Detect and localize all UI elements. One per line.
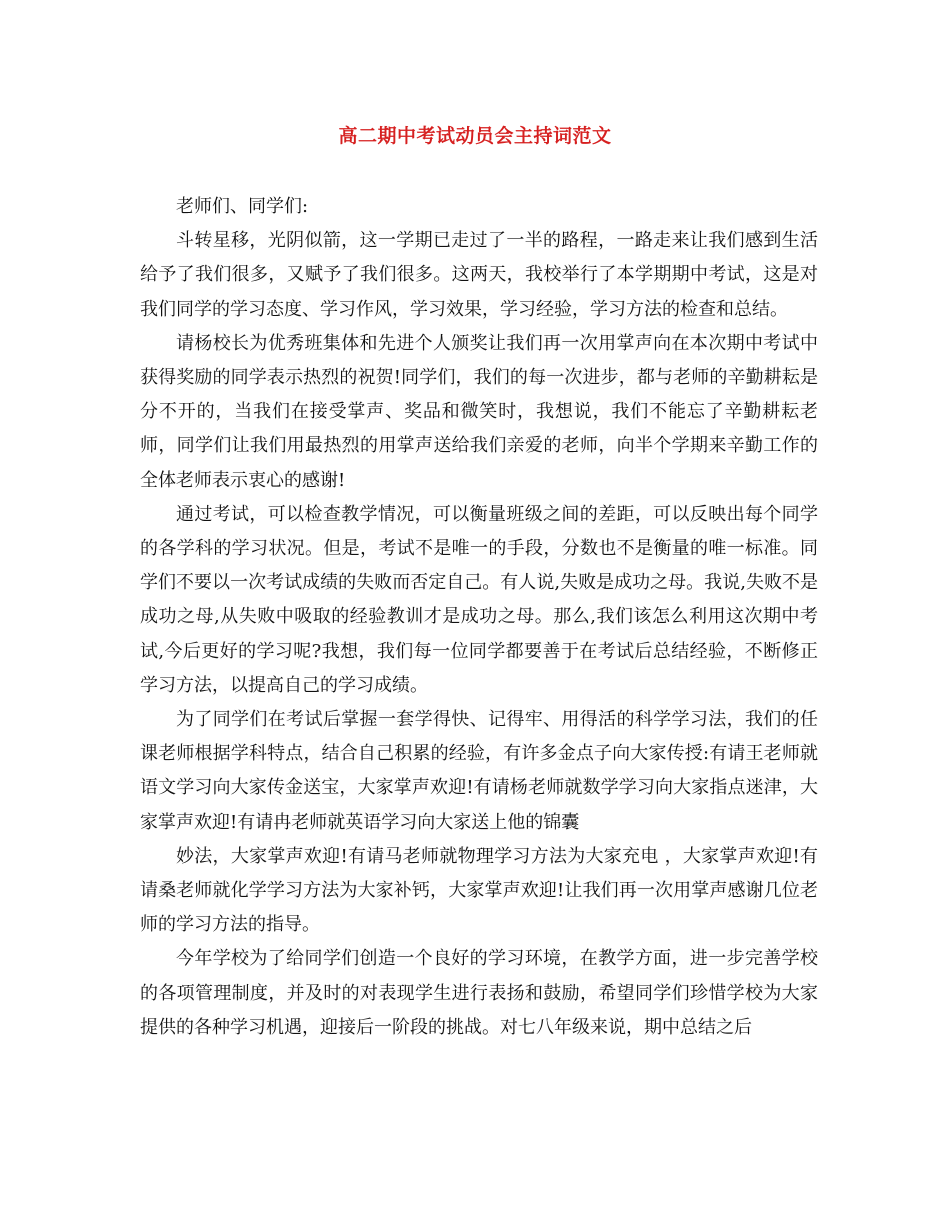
paragraph-4: 为了同学们在考试后掌握一套学得快、记得牢、用得活的科学学习法，我们的任课老师根据学科特点，结合自己积累的经验，有许多金点子向大家传授:有请王老师就语文学习向大家传金送宝，大家掌声欢迎!有请杨老师就数学学习向大家指点迷津，大家掌声欢迎!有请冉老师就英语学习向大家送上他的锦囊: [140, 709, 818, 833]
document-body: [140, 190, 818, 1045]
document-title: 高二期中考试动员会主持词范文: [338, 125, 612, 147]
paragraph-5: 妙法，大家掌声欢迎!有请马老师就物理学习方法为大家充电 ，大家掌声欢迎!有请桑老师就化学学习方法为大家补钙，大家掌声欢迎!让我们再一次用掌声感谢几位老师的学习方法的指导。: [140, 845, 818, 936]
paragraph-salutation: 老师们、同学们:: [176, 196, 309, 217]
paragraph-3: 通过考试，可以检查教学情况，可以衡量班级之间的差距，可以反映出每个同学的各学科的学习状况。但是，考试不是唯一的手段，分数也不是衡量的唯一标准。同学们不要以一次考试成绩的失败而否定自己。有人说,失败是成功之母。我说,失败不是成功之母,从失败中吸取的经验教训才是成功之母。那么,我们该怎么利用这次期中考试,今后更好的学习呢?我想，我们每一位同学都要善于在考试后总结经验，不断修正学习方法，以提高自己的学习成绩。: [140, 503, 818, 696]
paragraph-1: 斗转星移，光阴似箭，这一学期已走过了一半的路程，一路走来让我们感到生活给予了我们很多，又赋予了我们很多。这两天，我校举行了本学期期中考试，这是对我们同学的学习态度、学习作风，学习效果，学习经验，学习方法的检查和总结。: [140, 230, 818, 320]
paragraph-2: 请杨校长为优秀班集体和先进个人颁奖让我们再一次用掌声向在本次期中考试中获得奖励的同学表示热烈的祝贺!同学们，我们的每一次进步，都与老师的辛勤耕耘是分不开的，当我们在接受掌声、奖品和微笑时，我想说，我们不能忘了辛勤耕耘老师，同学们让我们用最热烈的用掌声送给我们亲爱的老师，向半个学期来辛勤工作的全体老师表示衷心的感谢!: [140, 332, 818, 491]
paragraph-6: 今年学校为了给同学们创造一个良好的学习环境，在教学方面，进一步完善学校的各项管理制度，并及时的对表现学生进行表扬和鼓励，希望同学们珍惜学校为大家提供的各种学习机遇，迎接后一阶段的挑战。对七八年级来说，期中总结之后: [140, 948, 818, 1038]
